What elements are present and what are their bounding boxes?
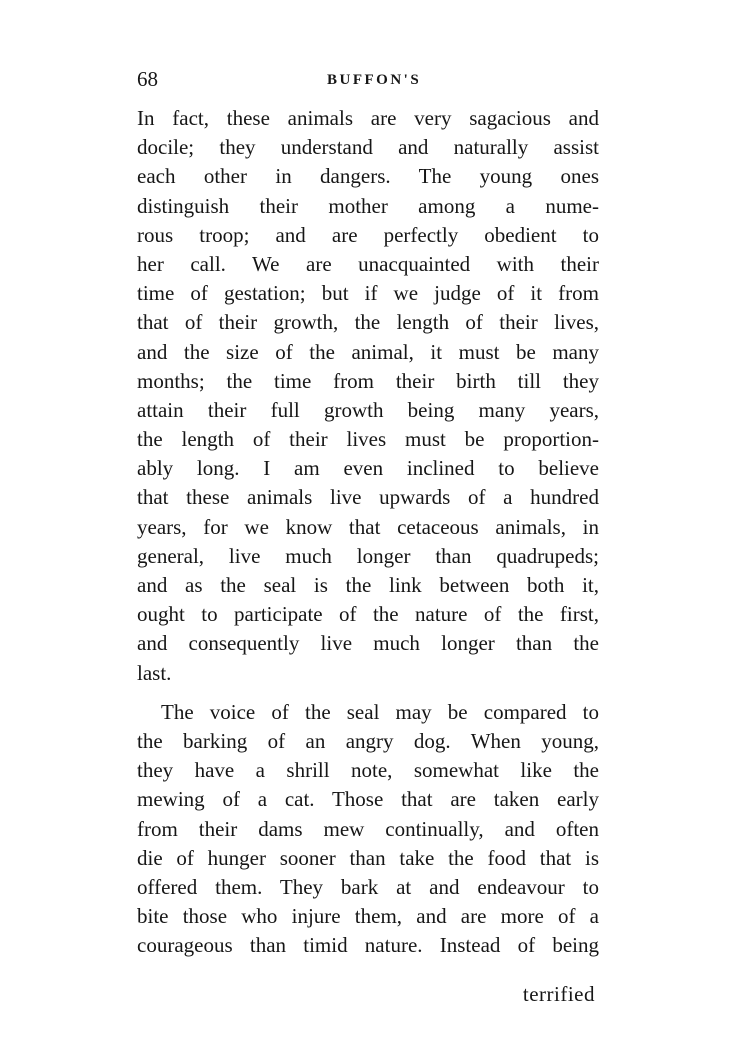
text-line: ought to participate of the nature of the first,	[137, 602, 599, 627]
text-line: general, live much longer than quadrupeds;	[137, 543, 599, 568]
text-line: rous troop; and are perfectly obedient to	[137, 222, 599, 247]
text-line: mewing of a cat. Those that are taken early	[137, 787, 599, 812]
text-line: each other in dangers. The young ones	[137, 164, 599, 189]
catchword: terrified	[522, 982, 595, 1006]
text-line: and the size of the animal, it must be many	[137, 339, 599, 364]
text-line: docile; they understand and naturally assist	[137, 135, 599, 160]
text-line: ably long. I am even inclined to believe	[137, 456, 599, 481]
text-line: attain their full growth being many years,	[137, 397, 599, 422]
text-line: they have a shrill note, somewhat like the	[137, 758, 599, 783]
text-line: the length of their lives must be proportion-	[137, 427, 599, 452]
text-line: The voice of the seal may be compared to	[161, 699, 599, 724]
paragraph-gap	[137, 688, 599, 698]
paragraph	[137, 104, 599, 688]
text-line: courageous than timid nature. Instead of being	[137, 933, 599, 958]
text-line: that of their growth, the length of their lives,	[137, 310, 599, 335]
text-line: time of gestation; but if we judge of it from	[137, 281, 599, 306]
paragraph	[137, 698, 599, 961]
text-line: her call. We are unacquainted with their	[137, 251, 599, 276]
text-line: years, for we know that cetaceous animals, in	[137, 514, 599, 539]
text-line: months; the time from their birth till they	[137, 368, 599, 393]
page-header	[137, 66, 599, 92]
page-number: 68	[137, 67, 158, 91]
text-line: offered them. They bark at and endeavour to	[137, 874, 599, 899]
text-line: and as the seal is the link between both it,	[137, 573, 599, 597]
text-line: last.	[137, 660, 172, 685]
text-line: distinguish their mother among a nume-	[137, 193, 599, 218]
text-line: the barking of an angry dog. When young,	[137, 728, 599, 753]
body-text	[137, 104, 599, 960]
text-line: and consequently live much longer than the	[137, 631, 599, 656]
text-line: die of hunger sooner than take the food that is	[137, 845, 599, 870]
text-line: that these animals live upwards of a hundred	[137, 485, 599, 510]
text-line: bite those who injure them, and are more of a	[137, 904, 599, 929]
running-head: BUFFON'S	[327, 72, 422, 88]
text-line: In fact, these animals are very sagacious and	[137, 106, 599, 130]
text-line: from their dams mew continually, and often	[137, 816, 599, 841]
